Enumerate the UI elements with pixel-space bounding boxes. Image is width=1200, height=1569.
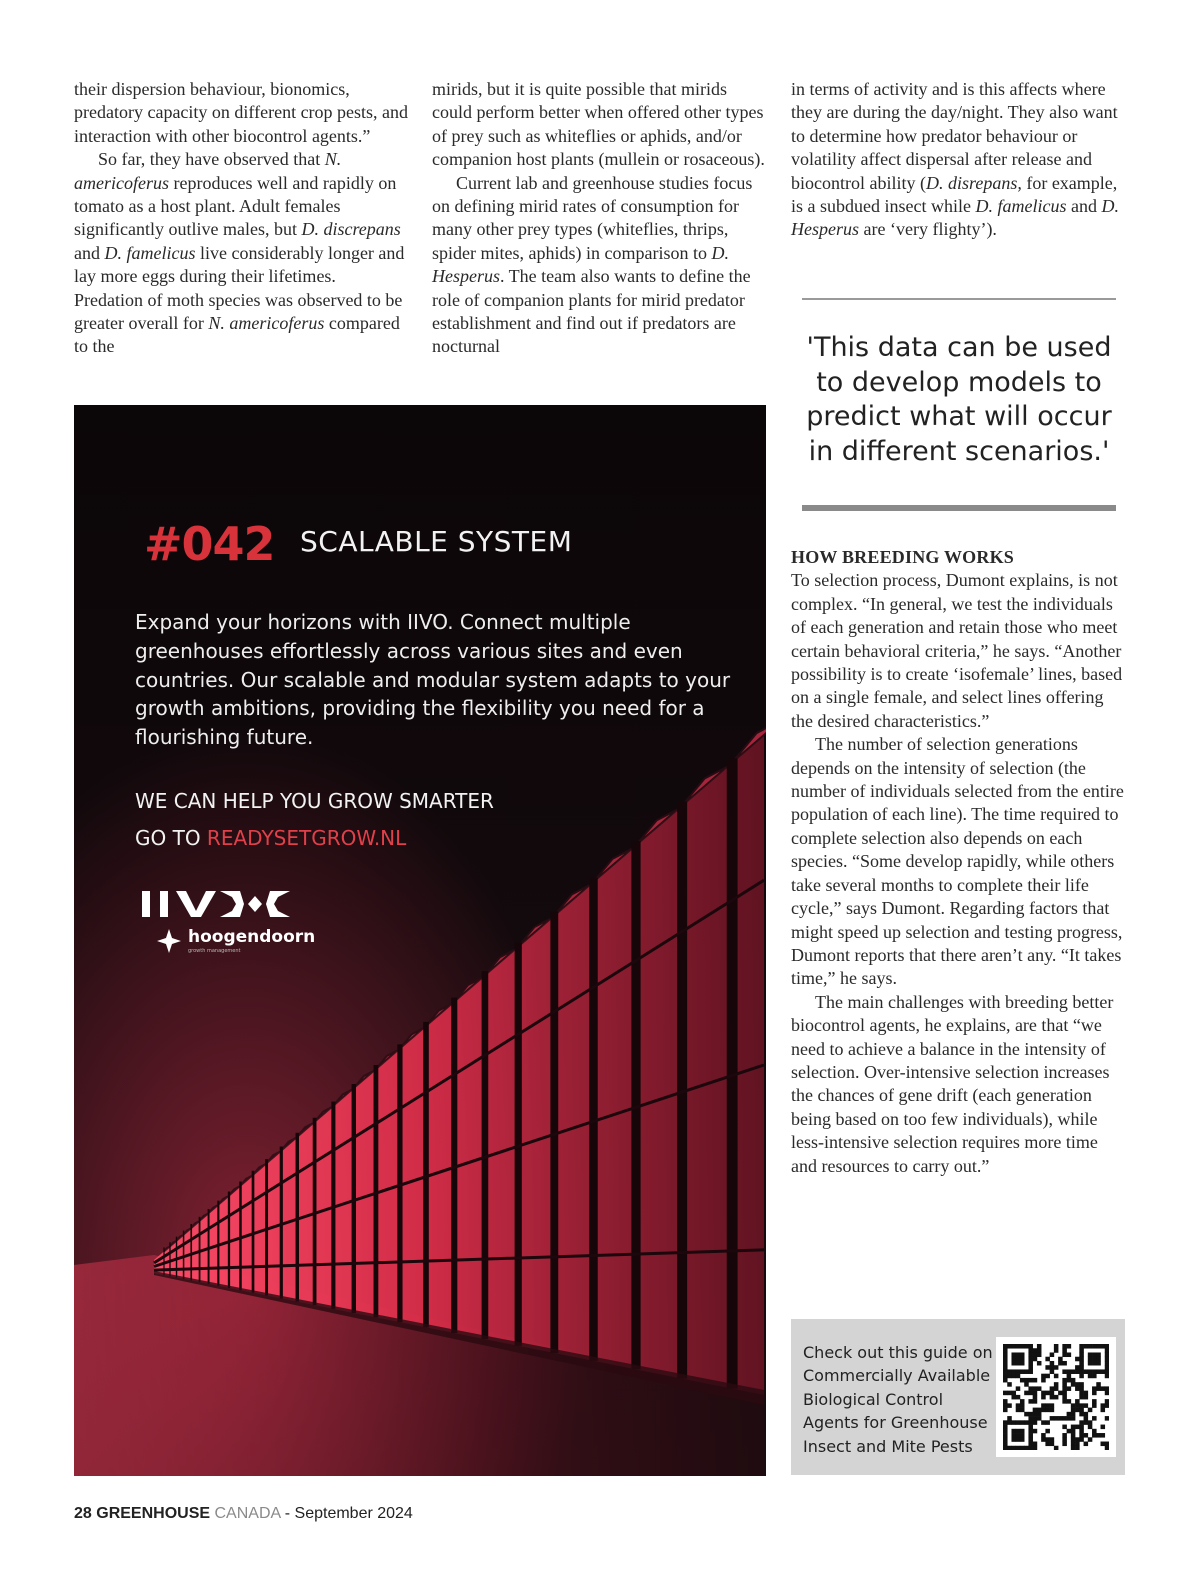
article-column-1: [74, 78, 409, 359]
ad-tagline: WE CAN HELP YOU GROW SMARTER: [135, 789, 494, 813]
ad-brand-name: hoogendoorn: [188, 927, 316, 947]
guide-text: Check out this guide on Commercially Available Biological Control Agents for Greenhouse Insect and Mite Pests: [803, 1343, 993, 1456]
ad-url-link[interactable]: READYSETGROW.NL: [206, 826, 407, 850]
column2-paragraph-1: mirids, but it is quite possible that mirids could perform better when offered other types of prey such as whiteflies or aphids, and/or companion host plants (mullein or rosaceous).: [432, 79, 765, 170]
section-heading: HOW BREEDING WORKS: [791, 547, 1014, 567]
column1-paragraph-1: their dispersion behaviour, bionomics, predatory capacity on different crop pests, and interaction with other biocontrol agents.”: [74, 79, 409, 146]
breeding-paragraph-1: To selection process, Dumont explains, is not complex. “In general, we test the individuals of each generation and retain those who meet certain behavioral criteria,” he says. “Another possibility is to create ‘isofemale’ lines, based on a single female, and select lines offering the desired characteristics.”: [791, 570, 1123, 731]
qr-code-icon: [1003, 1344, 1109, 1450]
advertisement[interactable]: [74, 405, 766, 1476]
breeding-paragraph-3: The main challenges with breeding better biocontrol agents, he explains, are that “we need to achieve a balance in the intensity of selection. Over-intensive selection increases the chances of gene drift (each generation being based on too few individuals), while less-intensive selection requires more time and resources to carry out.”: [791, 991, 1114, 1176]
pull-quote-rule-top: [802, 298, 1116, 300]
column1-paragraph-2: So far, they have observed that N. americoferus reproduces well and rapidly on tomato as a host plant. Adult females significantly outlive males, but D. discrepans and D. famelicus live considerably longer and lay more eggs during their lifetimes. Predation of moth species was observed to be greater overall for N. americoferus compared to the: [74, 149, 405, 357]
ad-number: #042: [144, 517, 275, 571]
ad-cta-prefix: GO TO: [135, 826, 207, 850]
breeding-section: [791, 546, 1126, 1178]
qr-code[interactable]: [996, 1337, 1116, 1457]
pull-quote: 'This data can be used to develop models to predict what will occur in different scenarios.': [806, 332, 1112, 467]
ad-title: SCALABLE SYSTEM: [300, 525, 573, 558]
hoogendoorn-logo-icon: [156, 928, 182, 954]
ad-brand-subtitle: growth management: [188, 948, 241, 954]
iivo-logo-icon: [140, 889, 290, 921]
magazine-edition: CANADA: [214, 1505, 281, 1522]
column2-paragraph-2: Current lab and greenhouse studies focus on defining mirid rates of consumption for many other prey types (whiteflies, thrips, spider mites, aphids) in comparison to D. Hesperus. The team also wants to define the role of companion plants for mirid predator establishment and find out if predators are nocturnal: [432, 172, 753, 357]
magazine-name: GREENHOUSE: [96, 1505, 211, 1522]
article-column-2: [432, 78, 766, 359]
guide-box: [791, 1319, 1125, 1475]
column3-paragraph-1: in terms of activity and is this affects where they are during the day/night. They also want to determine how predator behaviour or volatility affect dispersal after release and biocontrol ability (D. disrepans, for example, is a subdued insect while D. famelicus and D. Hesperus are ‘very flighty’).: [791, 79, 1119, 240]
pull-quote-rule-bottom: [802, 505, 1116, 511]
ad-cta: [135, 826, 406, 850]
page-footer: [74, 1505, 413, 1523]
article-column-3: [791, 78, 1126, 242]
ad-body-text: Expand your horizons with IIVO. Connect multiple greenhouses effortlessly across various sites and even countries. Our scalable and modular system adapts to your growth ambitions, providing the flexibility you need for a flourishing future.: [135, 610, 731, 750]
issue-date: - September 2024: [284, 1505, 413, 1522]
page-number: 28: [74, 1505, 92, 1522]
breeding-paragraph-2: The number of selection generations depends on the intensity of selection (the number of individuals selected from the entire population of each line). The time required to complete selection also depends on each species. “Some develop rapidly, while others take several months to complete their life cycle,” says Dumont. Regarding factors that might speed up selection and testing progress, Dumont reports that there aren’t any. “It takes time,” he says.: [791, 734, 1124, 989]
